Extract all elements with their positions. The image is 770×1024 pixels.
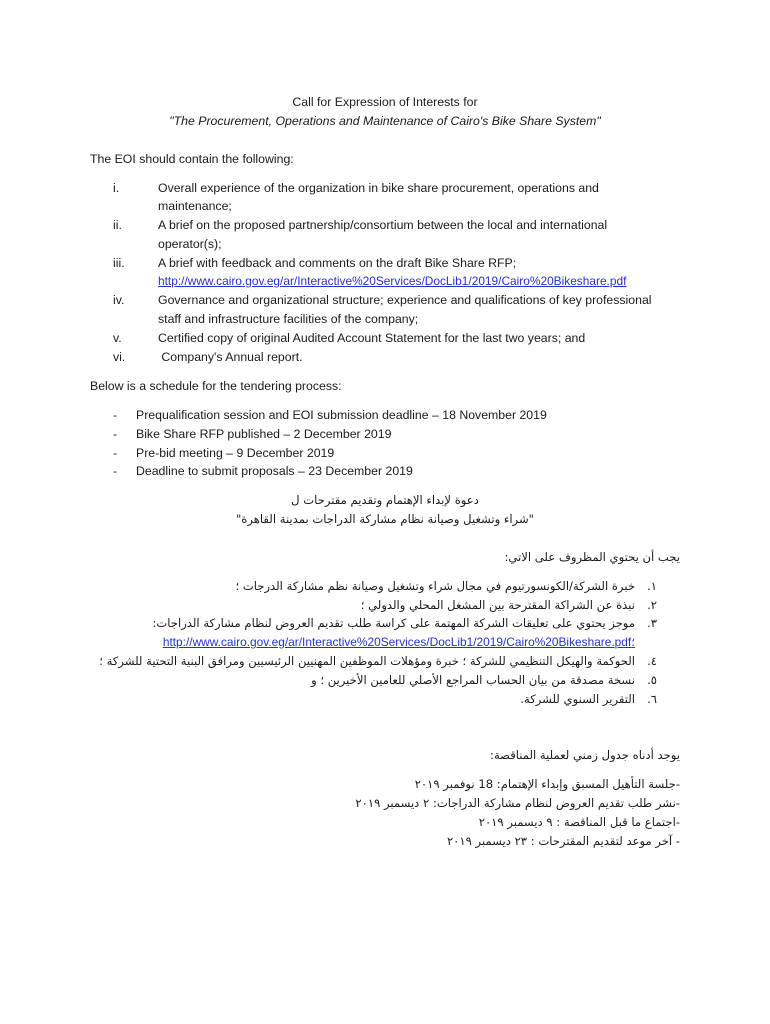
arabic-item-5-number: .٥ [647, 673, 657, 687]
eoi-item-1-number: i. [113, 181, 120, 195]
title-line-2: "The Procurement, Operations and Maintenance of Cairo's Bike Share System" [169, 114, 601, 128]
eoi-item-1-line-2: maintenance; [158, 199, 232, 213]
arabic-item-3-text: موجز يحتوي على تعليقات الشركة المهتمة على كراسة طلب تقديم العروض لنظام مشاركة الدراجات: [152, 616, 635, 630]
schedule-bullet: - [113, 408, 118, 422]
arabic-item-1-text: خبرة الشركة/الكونسورتيوم في مجال شراء وتشغيل وصيانة نظم مشاركة الدرجات ؛ [235, 579, 635, 593]
eoi-item-1-line-1: Overall experience of the organization in bike share procurement, operations and [158, 181, 599, 195]
arabic-schedule-item-4: - آخر موعد لتقديم المقترحات : ٢٣ ديسمبر ٢٠١٩ [446, 834, 680, 848]
arabic-title-line-2: "شراء وتشغيل وصيانة نظام مشاركة الدراجات بمدينة القاهرة" [235, 512, 535, 526]
arabic-item-1-number: .١ [647, 579, 657, 593]
eoi-item-4-line-2: staff and infrastructure facilities of the company; [158, 312, 419, 326]
arabic-item-6-text: التقرير السنوي للشركة. [520, 692, 635, 706]
arabic-title-line-1: دعوة لإبداء الإهتمام وتقديم مقترحات ل [291, 493, 479, 507]
schedule-item-3: Pre-bid meeting – 9 December 2019 [136, 446, 335, 460]
schedule-bullet: - [113, 446, 118, 460]
eoi-item-2-number: ii. [113, 218, 122, 232]
arabic-item-2-number: .٢ [647, 598, 657, 612]
arabic-item-4-text: الحوكمة والهيكل التنظيمي للشركة ؛ خبرة ومؤهلات الموظفين المهنيين الرئيسيين ومرافق البنية التحتية للشركة ؛ [99, 654, 635, 668]
schedule-item-2: Bike Share RFP published – 2 December 2019 [136, 427, 392, 441]
arabic-item-5-text: نسخة مصدقة من بيان الحساب المراجع الأصلي للعامين الأخيرين ؛ و [311, 673, 635, 687]
eoi-item-2-line-1: A brief on the proposed partnership/consortium between the local and international [158, 218, 608, 232]
eoi-item-4-line-1: Governance and organizational structure; experience and qualifications of key professional [158, 293, 652, 307]
arabic-item-3-number: .٣ [647, 616, 657, 630]
arabic-item-2-text: نبذة عن الشراكة المقترحة بين المشغل المحلي والدولي ؛ [360, 598, 635, 612]
eoi-item-3-line-1: A brief with feedback and comments on the draft Bike Share RFP; [158, 256, 517, 270]
schedule-item-1: Prequalification session and EOI submission deadline – 18 November 2019 [136, 408, 547, 422]
arabic-bikeshare-rfp-link[interactable]: http://www.cairo.gov.eg/ar/Interactive%20Services/DocLib1/2019/Cairo%20Bikeshare.pdf؛ [162, 635, 635, 649]
arabic-schedule-item-3: -اجتماع ما قبل المناقصة : ٩ ديسمبر ٢٠١٩ [478, 815, 680, 829]
arabic-schedule-item-2: -نشر طلب تقديم العروض لنظام مشاركة الدراجات: ٢ ديسمبر ٢٠١٩ [355, 796, 680, 810]
eoi-item-6-line-1: Company's Annual report. [158, 350, 303, 364]
title-line-1: Call for Expression of Interests for [292, 95, 478, 109]
arabic-eoi-intro: يجب أن يحتوي المظروف على الاتي: [504, 550, 680, 564]
arabic-schedule-intro: يوجد أدناه جدول زمني لعملية المناقصة: [490, 748, 680, 762]
arabic-item-4-number: .٤ [647, 654, 657, 668]
eoi-item-4-number: iv. [113, 293, 125, 307]
arabic-schedule-item-1: -جلسة التأهيل المسبق وإبداء الإهتمام: 18 نوفمبر ٢٠١٩ [414, 777, 680, 791]
schedule-bullet: - [113, 464, 118, 478]
eoi-item-3-number: iii. [113, 256, 125, 270]
eoi-item-2-line-2: operator(s); [158, 237, 222, 251]
arabic-item-6-number: .٦ [647, 692, 657, 706]
eoi-item-5-number: v. [113, 331, 122, 345]
eoi-item-5-line-1: Certified copy of original Audited Account Statement for the last two years; and [158, 331, 586, 345]
schedule-bullet: - [113, 427, 118, 441]
schedule-item-4: Deadline to submit proposals – 23 December 2019 [136, 464, 413, 478]
bikeshare-rfp-link[interactable]: http://www.cairo.gov.eg/ar/Interactive%20Services/DocLib1/2019/Cairo%20Bikeshare.pdf [158, 274, 627, 288]
eoi-intro: The EOI should contain the following: [90, 152, 294, 166]
eoi-item-6-number: vi. [113, 350, 126, 364]
schedule-intro: Below is a schedule for the tendering process: [90, 379, 342, 393]
